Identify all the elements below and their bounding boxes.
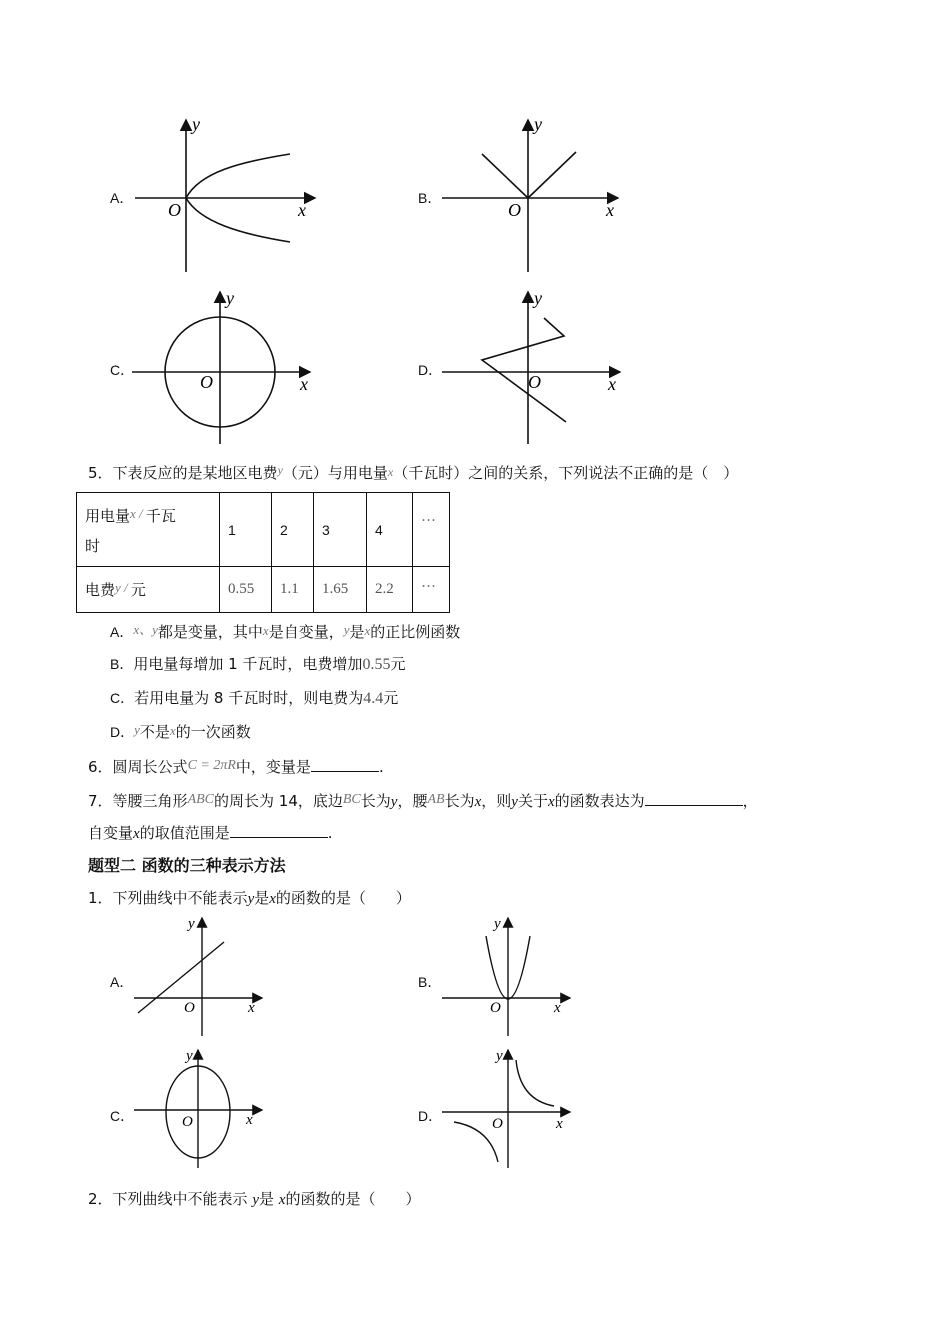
s2-graph-b-parabola — [440, 912, 580, 1038]
origin-label: O — [508, 200, 521, 220]
row2-header: 电费y / 元 — [77, 567, 220, 613]
x-label: x — [556, 1116, 563, 1132]
q5-option-c: C．若用电量为 8 千瓦时时，则电费为4.4元 — [110, 689, 399, 707]
q5-stem: 5．下表反应的是某地区电费$^y$（元）与用电量x（千瓦时）之间的关系，下列说法不正确的是（ ） — [88, 463, 739, 482]
x-label: x — [606, 200, 614, 220]
x-label: x — [608, 374, 616, 394]
y-label: y — [186, 1048, 193, 1064]
s2-graph-a-line — [132, 912, 272, 1038]
y-label: y — [496, 1048, 503, 1064]
x-label: x — [300, 374, 308, 394]
table-cell: … — [413, 567, 450, 613]
origin-label: O — [492, 1116, 503, 1132]
s2-option-b-label: B． — [418, 974, 442, 990]
table-row — [77, 493, 450, 567]
y-label: y — [188, 916, 195, 932]
option-c-label: C． — [110, 362, 135, 378]
table-cell: 1 — [220, 493, 272, 567]
graph-a-parabola-sideways — [130, 112, 330, 274]
origin-label: O — [490, 1000, 501, 1016]
q5-data-table — [76, 492, 450, 613]
q5-option-b: B．用电量每增加 1 千瓦时，电费增加0.55元 — [110, 655, 406, 673]
q5-option-a: A．x、y都是变量，其中x是自变量，y是x的正比例函数 — [110, 622, 461, 641]
table-cell: … — [413, 493, 450, 567]
table-cell: 0.55 — [220, 567, 272, 613]
x-label: x — [554, 1000, 561, 1016]
right-ray — [528, 152, 576, 198]
origin-label: O — [184, 1000, 195, 1016]
s2-option-a-label: A． — [110, 974, 134, 990]
table-cell: 4 — [367, 493, 413, 567]
q7-range-blank[interactable] — [230, 823, 328, 838]
s2-option-d-label: D． — [418, 1108, 443, 1124]
s2-graph-d-hyperbola — [440, 1044, 580, 1170]
row1-header: 用电量x / 千瓦 时 — [77, 493, 220, 567]
origin-label: O — [168, 200, 181, 220]
y-label: y — [534, 288, 542, 308]
graph-b-abs-value — [440, 112, 630, 274]
origin-label: O — [182, 1114, 193, 1130]
q7-stem-line1: 7．等腰三角形ABC的周长为 14，底边BC长为y，腰AB长为x，则y关于x的函数表达为 ， — [88, 792, 758, 810]
q6-stem: 6．圆周长公式C = 2πR中，变量是 . — [88, 758, 384, 776]
q5-number: 5． — [88, 464, 113, 482]
y-label: y — [494, 916, 501, 932]
option-a-label: A． — [110, 190, 134, 206]
origin-label: O — [528, 372, 541, 392]
y-label: y — [192, 114, 200, 134]
option-b-label: B． — [418, 190, 442, 206]
x-label: x — [298, 200, 306, 220]
s2-graph-c-ellipse — [132, 1044, 272, 1170]
left-ray — [482, 154, 528, 198]
table-cell: 3 — [314, 493, 367, 567]
hyperbola-branch-right — [516, 1060, 554, 1106]
graph-c-circle — [130, 288, 320, 448]
x-label: x — [246, 1112, 253, 1128]
line — [138, 942, 224, 1013]
s2q1-stem: 1．下列曲线中不能表示y是x的函数的是（ ） — [88, 889, 411, 907]
origin-label: O — [200, 372, 213, 392]
q5-option-d: D．y不是x的一次函数 — [110, 722, 251, 741]
section-title: 题型二 函数的三种表示方法 — [88, 856, 286, 875]
q7-function-blank[interactable] — [645, 791, 743, 806]
table-row — [77, 567, 450, 613]
table-cell: 1.1 — [272, 567, 314, 613]
zigzag-line — [482, 318, 566, 422]
table-cell: 2 — [272, 493, 314, 567]
graph-d-zigzag — [440, 288, 630, 448]
x-label: x — [248, 1000, 255, 1016]
table-cell: 1.65 — [314, 567, 367, 613]
q7-stem-line2: 自变量x的取值范围是 . — [88, 824, 333, 842]
q6-answer-blank[interactable] — [311, 757, 379, 772]
y-label: y — [226, 288, 234, 308]
option-d-label: D． — [418, 362, 443, 378]
s2q2-stem: 2．下列曲线中不能表示 y是 x的函数的是（ ） — [88, 1190, 421, 1208]
s2-option-c-label: C． — [110, 1108, 135, 1124]
table-cell: 2.2 — [367, 567, 413, 613]
y-label: y — [534, 114, 542, 134]
